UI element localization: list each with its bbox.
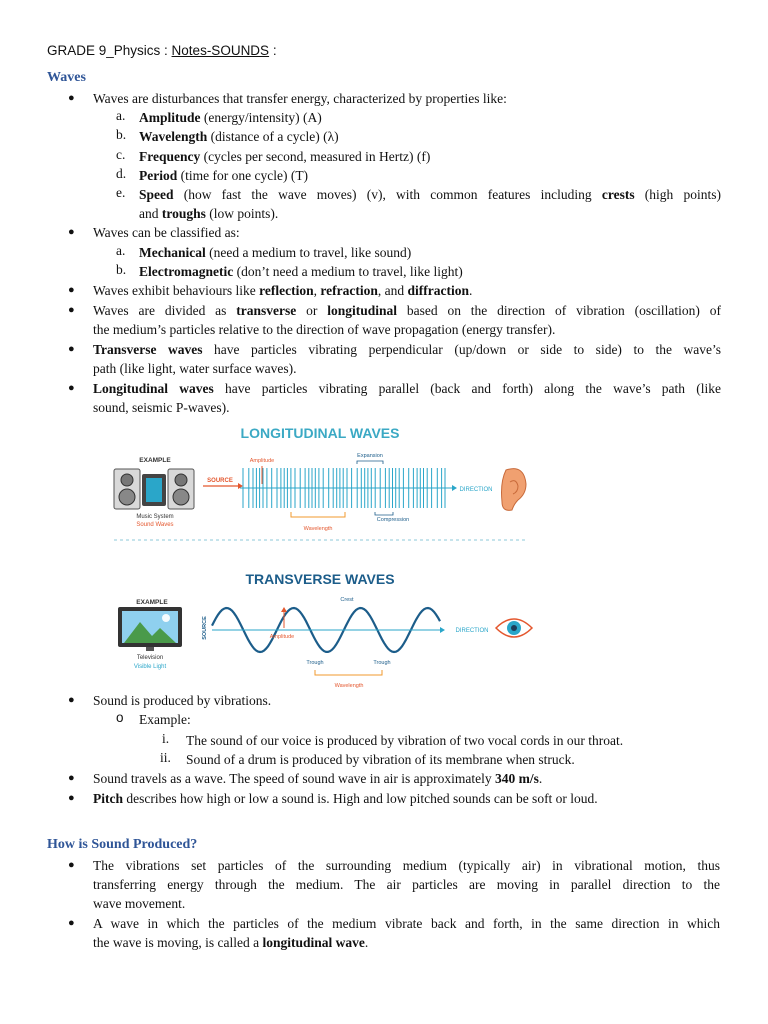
transverse-definition: Transverse waves have particles vibrating perpendicular (up/down or side to side) to the wave’s: [93, 342, 721, 357]
svg-text:Compression: Compression: [376, 517, 410, 523]
svg-text:EXAMPLE: EXAMPLE: [139, 457, 171, 464]
produced-paragraph-line1: The vibrations set particles of the surrounding medium (typically air) in vibrational motion, thus: [93, 858, 720, 873]
bullet-icon: ●: [68, 917, 75, 929]
svg-text:Music System: Music System: [136, 514, 174, 520]
speed-of-sound: Sound travels as a wave. The speed of sound wave in air is approximately 340 m/s.: [93, 771, 543, 786]
svg-text:Crest: Crest: [340, 597, 354, 603]
music-system-icon: [114, 469, 194, 509]
produced-paragraph-line2: transferring energy through the medium. The air particles are moving in parallel direction to the: [93, 877, 720, 892]
longitudinal-wave-line1: A wave in which the particles of the medium vibrate back and forth, in the same direction in which: [93, 916, 720, 931]
heading-waves: Waves: [47, 70, 86, 85]
produced-paragraph-line3: wave movement.: [93, 896, 186, 911]
longitudinal-definition: Longitudinal waves have particles vibrating parallel (back and forth) along the wave’s path (like: [93, 381, 722, 396]
wave-definition: Waves are disturbances that transfer energy, characterized by properties like:: [93, 91, 507, 106]
television-icon: [118, 607, 182, 651]
property-frequency: Frequency (cycles per second, measured in Hertz) (f): [139, 149, 431, 164]
property-wavelength: Wavelength (distance of a cycle) (λ): [139, 129, 339, 144]
svg-text:EXAMPLE: EXAMPLE: [136, 599, 168, 606]
longitudinal-wave-line2: the wave is moving, is called a longitudinal wave.: [93, 935, 369, 950]
pitch-definition: Pitch describes how high or low a sound is. High and low pitched sounds can be soft or loud.: [93, 791, 598, 806]
property-amplitude: Amplitude (energy/intensity) (A): [139, 110, 322, 125]
svg-text:SOURCE: SOURCE: [207, 478, 233, 484]
bullet-icon: ●: [68, 382, 75, 394]
property-speed: Speed (how fast the wave moves) (v), with common features including crests (high points): [139, 187, 722, 202]
svg-text:SOURCE: SOURCE: [202, 616, 208, 640]
example-drum: Sound of a drum is produced by vibration of its membrane when struck.: [186, 752, 575, 767]
wave-types: Waves are divided as transverse or longitudinal based on the direction of vibration (oscillation) of: [93, 303, 721, 318]
property-speed-continued: and troughs (low points).: [139, 206, 279, 221]
bullet-icon: ●: [68, 772, 75, 784]
svg-text:Trough: Trough: [306, 660, 324, 666]
svg-text:Sound Waves: Sound Waves: [136, 522, 174, 528]
example-label: Example:: [139, 712, 191, 727]
bullet-icon: ●: [68, 792, 75, 804]
svg-text:DIRECTION: DIRECTION: [459, 487, 493, 493]
wave-types-continued: the medium’s particles relative to the direction of wave propagation (energy transfer).: [93, 322, 556, 337]
transverse-definition-continued: path (like light, water surface waves).: [93, 361, 297, 376]
svg-text:Television: Television: [136, 655, 164, 661]
bullet-icon: ●: [68, 343, 75, 355]
svg-text:Expansion: Expansion: [357, 453, 383, 459]
svg-text:DIRECTION: DIRECTION: [455, 628, 489, 634]
svg-text:Trough: Trough: [373, 660, 391, 666]
transverse-title: TRANSVERSE WAVES: [245, 571, 395, 587]
heading-sound-produced: How is Sound Produced?: [47, 837, 198, 852]
example-voice: The sound of our voice is produced by vibration of two vocal cords in our throat.: [186, 733, 624, 748]
svg-text:Wavelength: Wavelength: [303, 526, 333, 532]
bullet-icon: ●: [68, 859, 75, 871]
eye-icon: [496, 619, 532, 637]
bullet-icon: ●: [68, 226, 75, 238]
bullet-icon: ●: [68, 92, 75, 104]
class-electromagnetic: Electromagnetic (don’t need a medium to travel, like light): [139, 264, 463, 279]
svg-text:Visible Light: Visible Light: [133, 664, 167, 670]
property-period: Period (time for one cycle) (T): [139, 168, 309, 183]
bullet-icon: ●: [68, 304, 75, 316]
wave-behaviours: Waves exhibit behaviours like reflection, refraction, and diffraction.: [93, 283, 473, 298]
class-mechanical: Mechanical (need a medium to travel, like sound): [139, 245, 412, 260]
ear-icon: [502, 469, 527, 511]
notes-title: Notes-SOUNDS: [171, 43, 270, 58]
bullet-icon: ●: [68, 694, 75, 706]
bullet-icon: ●: [68, 284, 75, 296]
wave-classification: Waves can be classified as:: [93, 225, 240, 240]
longitudinal-title: LONGITUDINAL WAVES: [240, 425, 400, 441]
document-title: GRADE 9_Physics : Notes-SOUNDS :: [47, 43, 277, 58]
svg-text:Wavelength: Wavelength: [334, 683, 364, 689]
document-page: GRADE 9_Physics : Notes-SOUNDS : Waves ● Waves are disturbances that transfer energy, characterized by properties like: a. Amplitude (energy/intensity) (A) b. Wavelength (distance of a cycle) (λ) c. Frequency (cycles per second, measured in Hertz) (f) d. Period (time for one cycle) (T) e. Speed (how fast the wave moves) (v), with common features including crests (high points) and troughs (low points). ● Waves can be classified as: a. Mechanical (need a medium to travel, like sound) b. Electromagnetic (don’t need a medium to travel, like light) ● Waves exhibit behaviours like reflection, refraction, and diffraction. ● Waves are divided as transverse or longitudinal based on the direction of vibration (oscillation) of the medium’s particles relative to the direction of wave propagation (energy transfer). ● Transverse waves have particles vibrating perpendicular (up/down or side to side) to the wave’s path (like light, water surface waves). ● Longitudinal waves have particles vibrating parallel (back and forth) along the wave’s path (like sound, seismic P-waves). LONGITUDINAL WAVES EXAMPLE Music System Sound Waves SOURCE Amplitude Expansion DIRECTION Wavelength Compression TRANSVERSE WAVES EXAMPLE Television Visible Light SOURCE DIRECTION Amplitude Crest Trough Trough Wavelength ● Sound is produced by vibrations. o Example: i. The sound of our voice is produced by vibration of two vocal cords in our throat. ii. Sound of a drum is produced by vibration of its membrane when struck. ● Sound travels as a wave. The speed of sound wave in air is approximately 340 m/s. ● Pitch describes how high or low a sound is. High and low pitched sounds can be soft or loud. How is Sound Produced? ● The vibrations set particles of the surrounding medium (typically air) in vibrational motion, thus transferring energy through the medium. The air particles are moving in parallel direction to the wave movement. ● A wave in which the particles of the medium vibrate back and forth, in the same direction in which the wave is moving, is called a longitudinal wave.: [0, 0, 768, 1024]
svg-text:Amplitude: Amplitude: [269, 634, 295, 640]
sound-vibrations: Sound is produced by vibrations.: [93, 693, 272, 708]
svg-text:Amplitude: Amplitude: [249, 458, 275, 464]
longitudinal-definition-continued: sound, seismic P-waves).: [93, 400, 230, 415]
